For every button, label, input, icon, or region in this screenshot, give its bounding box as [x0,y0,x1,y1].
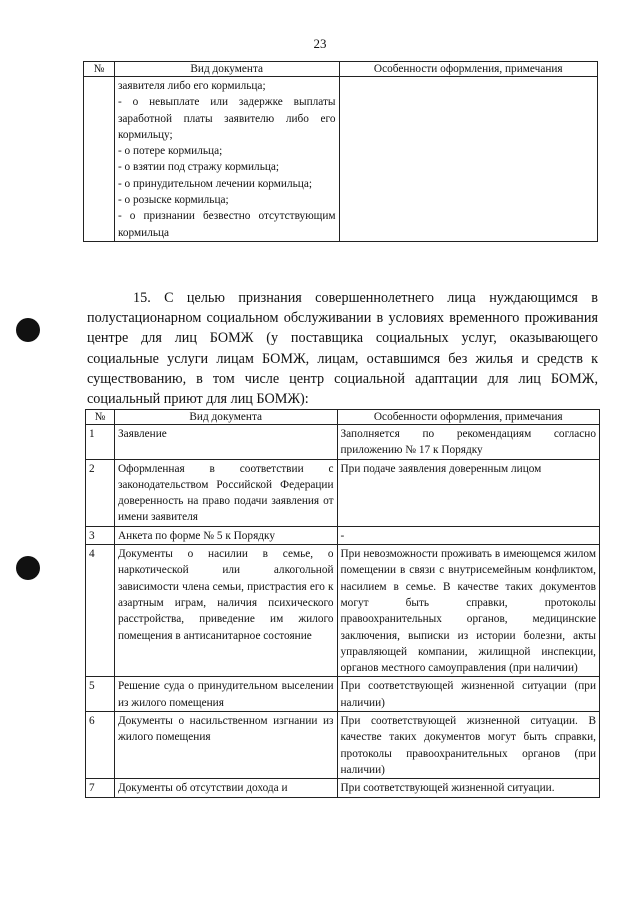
table-row [86,677,600,712]
section-15-paragraph [87,288,598,409]
list-item: - о признании безвестно отсутствующим кормильца [117,210,336,239]
header-document-type: Вид документа [114,62,339,77]
list-item: - о взятии под стражу кормильца; [117,161,280,174]
row-document: Решение суда о принудительном выселении из жилого помещения [114,677,337,712]
page-number: 23 [313,36,327,51]
continued-documents-table [83,61,598,242]
paragraph-text: 15. С целью признания совершеннолетнего лица нуждающимся в полустационарном социальном обслуживании в условиях временного проживания центре для лиц БОМЖ (у поставщика социальных услуг, оказывающего социальные услуги лицам БОМЖ, лицам, оставшимся без жилья и средств к существованию, в том числе центр социальной адаптации для лиц БОМЖ, социальный приют для лиц БОМЖ): [87,290,598,408]
row-note: Заполняется по рекомендациям согласно приложению № 17 к Порядку [337,425,599,460]
list-item: - о невыплате или задержке выплаты заработной платы заявителю либо его кормильцу; [117,96,336,141]
header-document-type: Вид документа [114,410,337,425]
table-row [84,77,598,242]
row-note: При соответствующей жизненной ситуации. [337,779,599,797]
documents-table [85,409,600,798]
row-number: 2 [86,459,115,526]
table-row [86,459,600,526]
row-note: При соответствующей жизненной ситуации. В качестве таких документов могут быть справки, протоколы правоохранительных органов (при наличии) [337,712,599,779]
table-row [86,545,600,677]
row-document: Оформленная в соответствии с законодательством Российской Федерации доверенность на право подачи заявления от имени заявителя [114,459,337,526]
punch-hole-upper [16,318,40,342]
row-document-list [114,77,339,242]
header-number: № [86,410,115,425]
table-header-row [86,410,600,425]
row-document: Документы о насильственном изгнании из жилого помещения [114,712,337,779]
row-note: При подаче заявления доверенным лицом [337,459,599,526]
row-number: 3 [86,526,115,544]
list-item: - о розыске кормильца; [117,194,229,207]
row-number: 4 [86,545,115,677]
row-document: Заявление [114,425,337,460]
table-row [86,425,600,460]
list-item: - о потере кормильца; [117,145,223,158]
list-item: заявителя либо его кормильца; [117,80,266,92]
row-number: 5 [86,677,115,712]
row-note: - [337,526,599,544]
row-note [339,77,597,242]
punch-hole-lower [16,556,40,580]
table-row [86,526,600,544]
table-header-row [84,62,598,77]
header-notes: Особенности оформления, примечания [337,410,599,425]
row-number [84,77,115,242]
list-item: - о принудительном лечении кормильца; [117,177,312,190]
table-row [86,712,600,779]
row-document: Документы о насилии в семье, о наркотической или алкогольной зависимости члена семьи, пристрастия его к азартным играм, наличия психического расстройства, приведение им жилого помещения в антисанитарное состояние [114,545,337,677]
table-row [86,779,600,797]
row-note: При невозможности проживать в имеющемся жилом помещении в связи с внутрисемейным конфликтом, насилием в семье. В качестве таких документов могут быть справки, протоколы правоохранительных органов, медицинские заключения, выписки из истории болезни, акты управляющей компании, жилищной инспекции, органов местного самоуправления (при наличии) [337,545,599,677]
row-number: 1 [86,425,115,460]
row-document: Документы об отсутствии дохода и [114,779,337,797]
row-document: Анкета по форме № 5 к Порядку [114,526,337,544]
row-note: При соответствующей жизненной ситуации (при наличии) [337,677,599,712]
row-number: 7 [86,779,115,797]
header-number: № [84,62,115,77]
row-number: 6 [86,712,115,779]
header-notes: Особенности оформления, примечания [339,62,597,77]
